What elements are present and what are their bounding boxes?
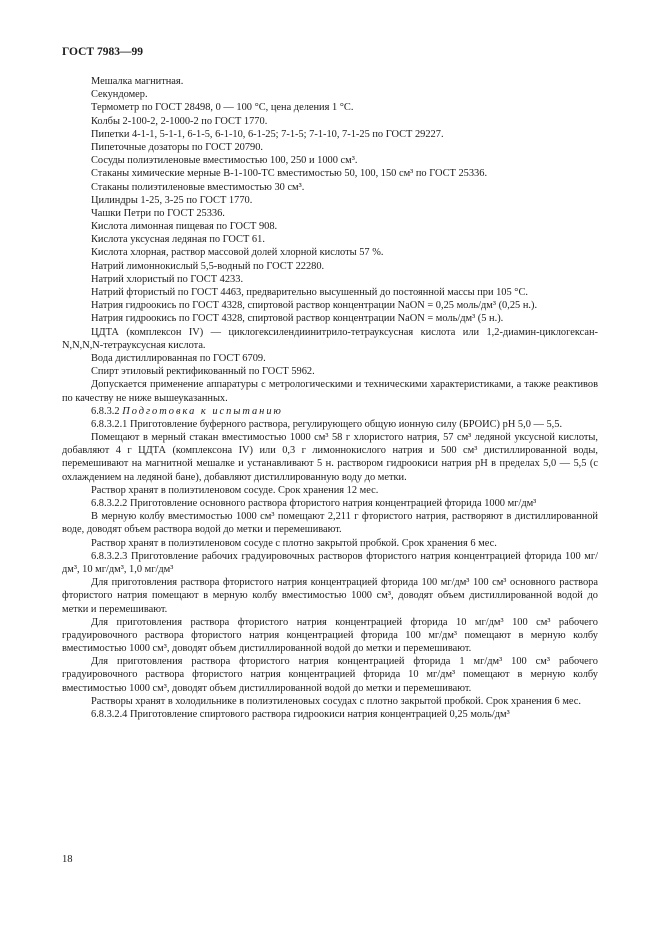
paragraph: В мерную колбу вместимостью 1000 см³ помещают 2,211 г фтористого натрия, растворяют в дистиллированной воде, доводят объем раствора водой до метки и перемешивают. [62,511,598,536]
equipment-item: Пипетки 4-1-1, 5-1-1, 6-1-5, 6-1-10, 6-1-25; 7-1-5; 7-1-10, 7-1-25 по ГОСТ 29227. [91,128,444,140]
equipment-item: Стаканы полиэтиленовые вместимостью 30 см³. [91,181,305,193]
equipment-item: Колбы 2-100-2, 2-1000-2 по ГОСТ 1770. [91,115,268,127]
paragraph: Помещают в мерный стакан вместимостью 1000 см³ 58 г хлористого натрия, 57 см³ ледяной уксусной кислоты, добавляют 4 г ЦДТА (комплексона IV) или 0,3 г лимоннокислого натрия и 500 см³ дистиллированной воды, перемешивают на магнитной мешалке и устанавливают 5 н. раствором гидроокиси натрия рН в пределах 5,0 — 5,5 (с охлаждением на ледяной бане), добавляют дистиллированную воду до метки. [62,432,598,483]
paragraph: Для приготовления раствора фтористого натрия концентрацией фторида 1 мг/дм³ 100 см³ рабочего градуировочного раствора фтористого натрия концентрацией фторида 10 мг/дм³ помещают в мерную колбу вместимостью 1000 см³, доводят объем дистиллированной водой до метки и перемешивают. [62,656,598,694]
equipment-item: Цилиндры 1-25, 3-25 по ГОСТ 1770. [91,194,253,206]
equipment-item: Пипеточные дозаторы по ГОСТ 20790. [91,141,264,153]
section-heading [62,405,598,418]
reagent-item: Вода дистиллированная по ГОСТ 6709. [91,352,266,364]
equipment-item: Термометр по ГОСТ 28498, 0 — 100 °С, цена деления 1 °С. [91,102,354,114]
reagent-item: Натрий лимоннокислый 5,5-водный по ГОСТ 22280. [91,260,325,272]
document-header: ГОСТ 7983—99 [62,46,143,58]
reagent-item: ЦДТА (комплексон IV) — циклогексилендиинитрило-тетрауксусная кислота или 1,2-диамин-циклогексан-N,N,N,N-тетрауксусная кислота. [62,326,598,351]
reagent-item: Кислота уксусная ледяная по ГОСТ 61. [91,234,265,246]
section-title: Подготовка к испытанию [122,405,283,417]
equipment-item: Стаканы химические мерные В-1-100-ТС вместимостью 50, 100, 150 см³ по ГОСТ 25336. [91,168,488,180]
equipment-item: Секундомер. [91,89,148,101]
subsection-heading: 6.8.3.2.4 Приготовление спиртового раствора гидроокиси натрия концентрацией 0,25 моль/дм³ [91,709,510,720]
equipment-item: Сосуды полиэтиленовые вместимостью 100, 250 и 1000 см³. [91,155,358,167]
paragraph: Растворы хранят в холодильнике в полиэтиленовых сосудах с плотно закрытой пробкой. Срок хранения 6 мес. [91,695,582,707]
paragraph: Для приготовления раствора фтористого натрия концентрацией фторида 100 мг/дм³ 100 см³ основного раствора фтористого натрия помещают в мерную колбу вместимостью 1000 см³, доводят объем дистиллированной водой до метки и перемешивают. [62,577,598,615]
allowance-note: Допускается применение аппаратуры с метрологическими и техническими характеристиками, а также реактивов по качеству не ниже вышеуказанных. [62,379,598,404]
subsection-heading: 6.8.3.2.1 Приготовление буферного раствора, регулирующего общую ионную силу (БРОИС) рН 5,0 — 5,5. [91,418,563,430]
paragraph: Раствор хранят в полиэтиленовом сосуде. Срок хранения 12 мес. [91,484,379,496]
equipment-item: Чашки Петри по ГОСТ 25336. [91,207,225,219]
reagent-item: Натрия гидроокись по ГОСТ 4328, спиртовой раствор концентрации NaON = моль/дм³ (5 н.). [91,313,504,325]
reagent-item: Натрий фтористый по ГОСТ 4463, предварительно высушенный до постоянной массы при 105 °С. [91,287,528,298]
reagent-item: Натрий хлористый по ГОСТ 4233. [91,273,244,285]
reagent-item: Кислота хлорная, раствор массовой долей хлорной кислоты 57 %. [91,247,384,259]
document-body [62,75,598,721]
equipment-item: Мешалка магнитная. [91,76,184,87]
reagent-item: Натрия гидроокись по ГОСТ 4328, спиртовой раствор концентрации NaON = 0,25 моль/дм³ (0,25 н.). [91,300,538,312]
paragraph: Для приготовления раствора фтористого натрия концентрацией фторида 10 мг/дм³ 100 см³ рабочего градуировочного раствора фтористого натрия концентрацией фторида 100 мг/дм³ помещают в мерную колбу вместимостью 1000 см³, доводят объем дистиллированной водой до метки и перемешивают. [62,616,598,655]
section-number: 6.8.3.2 [91,405,120,417]
paragraph: Раствор хранят в полиэтиленовом сосуде с плотно закрытой пробкой. Срок хранения 6 мес. [91,537,497,549]
subsection-heading: 6.8.3.2.2 Приготовление основного раствора фтористого натрия концентрацией фторида 1000 мг/дм³ [91,498,537,509]
reagent-item: Спирт этиловый ректификованный по ГОСТ 5962. [91,366,315,378]
page-number: 18 [62,854,73,865]
reagent-item: Кислота лимонная пищевая по ГОСТ 908. [91,221,278,233]
subsection-heading: 6.8.3.2.3 Приготовление рабочих градуировочных растворов фтористого натрия концентрацией фторида 100 мг/дм³, 10 мг/дм³, 1,0 мг/дм³ [62,550,598,575]
